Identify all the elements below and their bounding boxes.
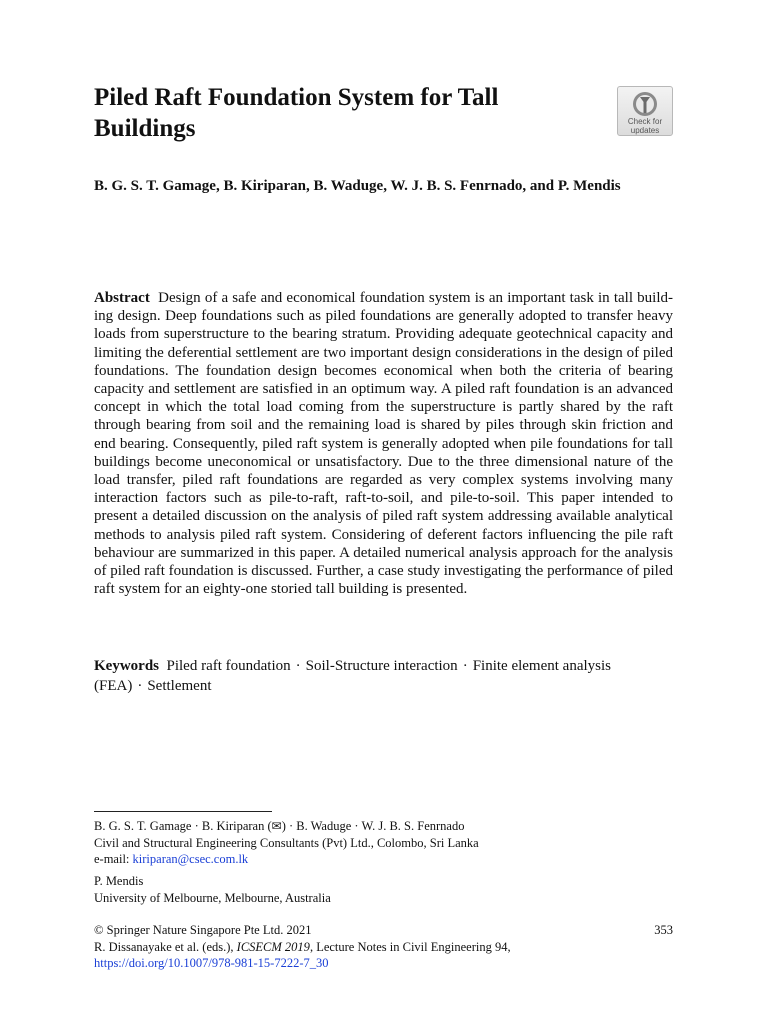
paper-title: Piled Raft Foundation System for Tall Buildings bbox=[94, 84, 499, 142]
badge-line-2: updates bbox=[630, 126, 660, 135]
keywords-label: Keywords bbox=[94, 658, 159, 674]
check-updates-icon bbox=[632, 91, 658, 117]
author-name-2: P. Mendis bbox=[94, 874, 144, 888]
badge-line-1: Check for bbox=[627, 117, 663, 126]
citation-prefix: R. Dissanayake et al. (eds.), bbox=[94, 939, 237, 954]
author-list: B. G. S. T. Gamage, B. Kiriparan, B. Waduge, W. J. B. S. Fenrnado, and P. Mendis bbox=[94, 178, 621, 194]
envelope-icon: ✉ bbox=[271, 819, 282, 833]
keyword-item: Piled raft foundation bbox=[166, 658, 291, 674]
keyword-separator: · bbox=[295, 658, 301, 674]
page-number: 353 bbox=[654, 923, 673, 937]
check-for-updates-badge[interactable] bbox=[617, 86, 673, 136]
keyword-item: Soil-Structure interaction bbox=[305, 658, 458, 674]
affiliation-block-2 bbox=[94, 873, 673, 906]
keyword-item: Finite element analysis (FEA) bbox=[94, 658, 611, 694]
citation-venue: ICSECM 2019 bbox=[236, 939, 310, 954]
footnote-divider bbox=[94, 811, 272, 812]
author-names-a: B. G. S. T. Gamage · B. Kiriparan ( bbox=[94, 819, 272, 833]
email-label: e-mail: bbox=[94, 852, 130, 866]
email-link[interactable]: kiriparan@csec.com.lk bbox=[132, 852, 249, 866]
abstract-text: Design of a safe and economical foundation system is an important task in tall build-ing design. Deep foundations such as piled foundations are generally adopted to transfer heavy loads from superstructure to the bearing stratum. Providing adequate geotechnical capacity and limiting the deferential settlement are two important design considerations in the design of piled foundations. The foundation design becomes economical when both the criteria of bearing capacity and settlement are satisfied in an optimum way. A piled raft foundation is an advanced concept in which the total load coming from the superstructure is partly shared by the raft through bearing from soil and the remaining load is shared by piles through skin friction and end bearing. Consequently, piled raft system is generally adopted when pile foundations for tall buildings become uneconomical or unsatisfactory. Due to the three dimensional nature of the load transfer, piled raft foundations are regarded as very complex systems involving many interaction factors such as pile-to-raft, raft-to-soil, and pile-to-soil. This paper intended to present a detailed discussion on the analysis of piled raft system addressing available analytical methods to analysis piled raft system. Considering of deferent factors influencing the pile raft behaviour are summarized in this paper. A detailed numerical analysis approach for the analysis of piled raft foundation is discussed. Further, a case study investigating the performance of piled raft system for an eighty-one storied tall building is presented. bbox=[94, 290, 673, 598]
author-names-b: ) · B. Waduge · W. J. B. S. Fenrnado bbox=[281, 819, 465, 833]
organization: Civil and Structural Engineering Consultants (Pvt) Ltd., Colombo, Sri Lanka bbox=[94, 835, 479, 850]
keyword-separator: · bbox=[462, 658, 468, 674]
doi-link[interactable]: https://doi.org/10.1007/978-981-15-7222-7_30 bbox=[94, 956, 329, 970]
publication-info bbox=[94, 922, 673, 972]
keyword-separator: · bbox=[137, 678, 143, 694]
citation-suffix: , Lecture Notes in Civil Engineering 94, bbox=[309, 939, 511, 954]
abstract-label: Abstract bbox=[94, 290, 150, 306]
keywords bbox=[94, 656, 673, 696]
abstract bbox=[94, 289, 673, 598]
affiliation-block bbox=[94, 818, 673, 868]
copyright-notice: © Springer Nature Singapore Pte Ltd. 2021 bbox=[94, 923, 312, 937]
keyword-item: Settlement bbox=[147, 678, 212, 694]
organization-2: University of Melbourne, Melbourne, Australia bbox=[94, 890, 331, 905]
